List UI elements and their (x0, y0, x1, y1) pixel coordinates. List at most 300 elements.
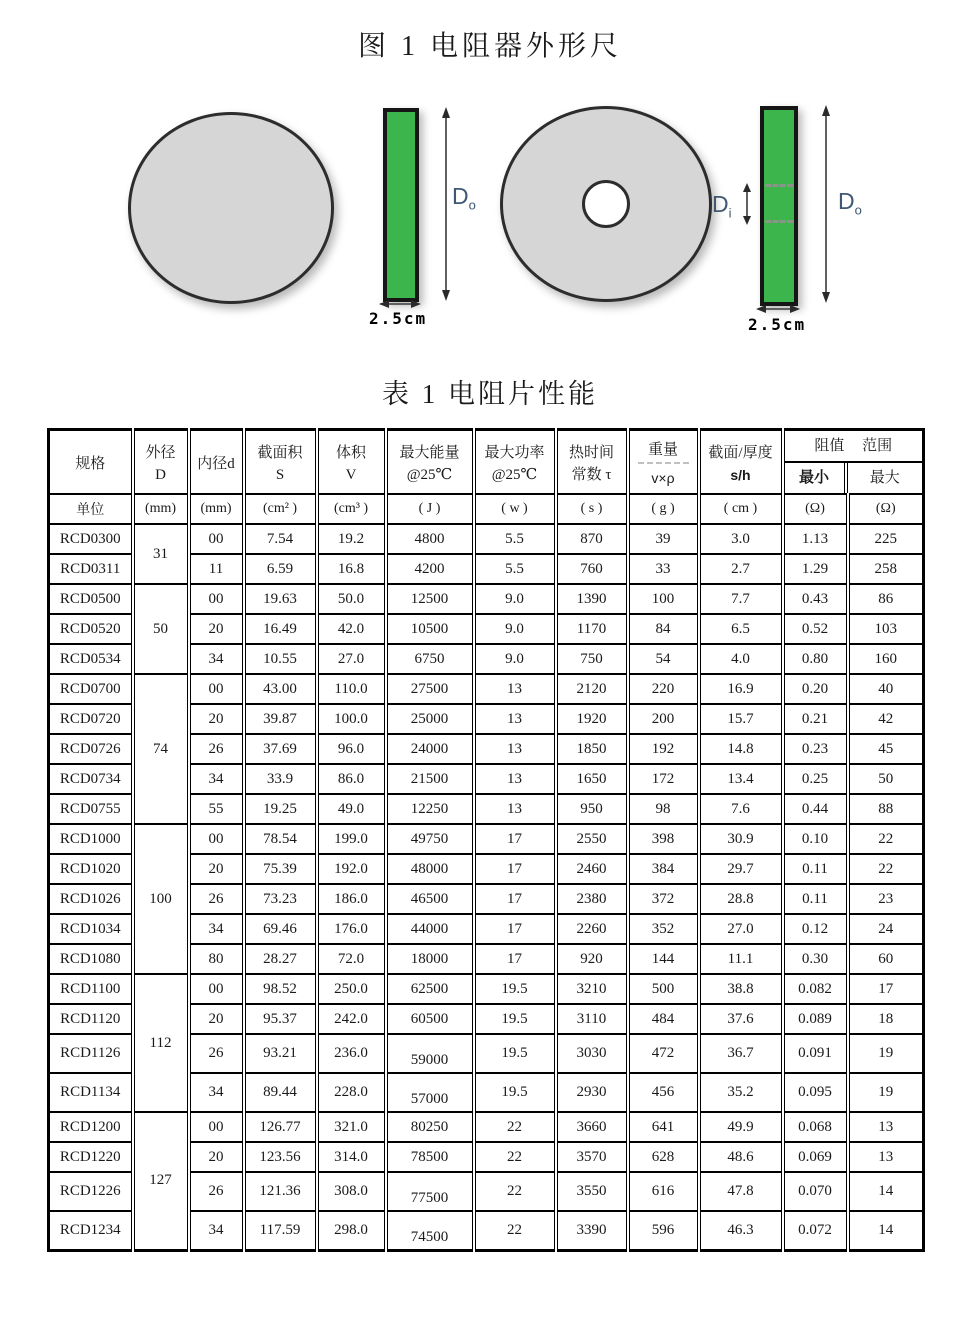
cell-model: RCD1226 (49, 1172, 133, 1211)
center-hole (582, 180, 630, 228)
cell-weight: 352 (628, 914, 699, 944)
cell-volume: 72.0 (317, 944, 386, 974)
cell-model: RCD0500 (49, 584, 133, 614)
col-resistance-min: 最小 (785, 463, 848, 493)
cell-max-power: 19.5 (474, 1073, 556, 1112)
cell-outer-diameter: 74 (133, 674, 189, 824)
cell-thermal-time-constant: 1170 (556, 614, 628, 644)
cell-resistance-max: 88 (848, 794, 924, 824)
cell-model: RCD1220 (49, 1142, 133, 1172)
cell-weight: 84 (628, 614, 699, 644)
divider (638, 462, 689, 464)
cell-section-area: 43.00 (244, 674, 317, 704)
cell-thickness: 47.8 (699, 1172, 783, 1211)
cell-thermal-time-constant: 3550 (556, 1172, 628, 1211)
cell-volume: 298.0 (317, 1211, 386, 1250)
cell-volume: 110.0 (317, 674, 386, 704)
cell-volume: 86.0 (317, 764, 386, 794)
cell-thermal-time-constant: 2930 (556, 1073, 628, 1112)
cell-weight: 98 (628, 794, 699, 824)
cell-thermal-time-constant: 2380 (556, 884, 628, 914)
cell-weight: 384 (628, 854, 699, 884)
cell-max-power: 9.0 (474, 614, 556, 644)
cell-volume: 49.0 (317, 794, 386, 824)
cell-inner-diameter: 34 (189, 1211, 244, 1250)
cell-volume: 27.0 (317, 644, 386, 674)
cell-volume: 321.0 (317, 1112, 386, 1142)
cell-section-area: 69.46 (244, 914, 317, 944)
col-inner-diameter: 内径d (189, 430, 244, 495)
dim-subscript: o (854, 202, 862, 218)
table-row (49, 824, 924, 854)
resistor-side-view-bar (383, 108, 419, 302)
cell-max-energy: 59000 (386, 1034, 474, 1073)
cell-model: RCD1134 (49, 1073, 133, 1112)
cell-thickness: 48.6 (699, 1142, 783, 1172)
cell-max-power: 9.0 (474, 584, 556, 614)
cell-thickness: 36.7 (699, 1034, 783, 1073)
cell-weight: 144 (628, 944, 699, 974)
cell-resistance-max: 40 (848, 674, 924, 704)
cell-thickness: 27.0 (699, 914, 783, 944)
cell-resistance-max: 23 (848, 884, 924, 914)
cell-max-energy: 49750 (386, 824, 474, 854)
cell-max-energy: 24000 (386, 734, 474, 764)
cell-model: RCD1200 (49, 1112, 133, 1142)
cell-resistance-min: 0.072 (783, 1211, 848, 1250)
cell-inner-diameter: 26 (189, 1034, 244, 1073)
cell-weight: 398 (628, 824, 699, 854)
cell-weight: 39 (628, 524, 699, 554)
cell-max-energy: 27500 (386, 674, 474, 704)
cell-max-power: 9.0 (474, 644, 556, 674)
cell-resistance-min: 0.23 (783, 734, 848, 764)
cell-section-area: 89.44 (244, 1073, 317, 1112)
cell-inner-diameter: 34 (189, 644, 244, 674)
resistance-range-label: 阻值 范围 (814, 438, 893, 454)
cell-thickness: 37.6 (699, 1004, 783, 1034)
cell-model: RCD0534 (49, 644, 133, 674)
cell-section-area: 98.52 (244, 974, 317, 1004)
cell-section-area: 117.59 (244, 1211, 317, 1250)
cell-inner-diameter: 20 (189, 614, 244, 644)
cell-volume: 16.8 (317, 554, 386, 584)
cell-max-energy: 4800 (386, 524, 474, 554)
cell-thermal-time-constant: 1850 (556, 734, 628, 764)
col-volume: 体积 V (317, 430, 386, 495)
segment-divider (765, 184, 793, 187)
dim-letter: D (452, 183, 469, 209)
cell-volume: 228.0 (317, 1073, 386, 1112)
cell-inner-diameter: 00 (189, 674, 244, 704)
cell-resistance-min: 0.11 (783, 884, 848, 914)
cell-thermal-time-constant: 3660 (556, 1112, 628, 1142)
table-title: 表 1 电阻片性能 (382, 379, 598, 409)
cell-resistance-max: 50 (848, 764, 924, 794)
cell-volume: 236.0 (317, 1034, 386, 1073)
cell-resistance-max: 160 (848, 644, 924, 674)
cell-section-area: 39.87 (244, 704, 317, 734)
cell-model: RCD0726 (49, 734, 133, 764)
cell-section-area: 75.39 (244, 854, 317, 884)
cell-model: RCD1000 (49, 824, 133, 854)
cell-volume: 186.0 (317, 884, 386, 914)
cell-resistance-max: 22 (848, 824, 924, 854)
cell-weight: 33 (628, 554, 699, 584)
resistor-disc-with-hole-view (500, 106, 712, 302)
unit-cell: (Ω) (848, 494, 924, 524)
col-thickness: 截面/厚度 s/h (699, 430, 783, 495)
cell-max-power: 13 (474, 734, 556, 764)
unit-cell: ( J ) (386, 494, 474, 524)
cell-thermal-time-constant: 3570 (556, 1142, 628, 1172)
cell-thickness: 14.8 (699, 734, 783, 764)
cell-inner-diameter: 26 (189, 1172, 244, 1211)
cell-resistance-min: 0.25 (783, 764, 848, 794)
unit-cell: (Ω) (783, 494, 848, 524)
cell-volume: 308.0 (317, 1172, 386, 1211)
cell-thickness: 7.7 (699, 584, 783, 614)
cell-resistance-min: 0.069 (783, 1142, 848, 1172)
cell-resistance-min: 0.52 (783, 614, 848, 644)
cell-inner-diameter: 00 (189, 524, 244, 554)
cell-resistance-min: 0.068 (783, 1112, 848, 1142)
cell-model: RCD0720 (49, 704, 133, 734)
cell-inner-diameter: 80 (189, 944, 244, 974)
cell-outer-diameter: 50 (133, 584, 189, 674)
cell-outer-diameter: 112 (133, 974, 189, 1112)
resistor-disc-front-view (128, 112, 334, 304)
unit-cell: ( w ) (474, 494, 556, 524)
cell-model: RCD1234 (49, 1211, 133, 1250)
cell-thermal-time-constant: 750 (556, 644, 628, 674)
cell-thermal-time-constant: 2460 (556, 854, 628, 884)
cell-resistance-max: 86 (848, 584, 924, 614)
cell-model: RCD0700 (49, 674, 133, 704)
unit-cell: ( cm ) (699, 494, 783, 524)
cell-section-area: 78.54 (244, 824, 317, 854)
cell-max-energy: 57000 (386, 1073, 474, 1112)
cell-weight: 472 (628, 1034, 699, 1073)
col-thermal-time-constant: 热时间 常数 τ (556, 430, 628, 495)
cell-max-energy: 12500 (386, 584, 474, 614)
cell-resistance-min: 0.070 (783, 1172, 848, 1211)
col-resistance-range (783, 430, 924, 495)
cell-thermal-time-constant: 2260 (556, 914, 628, 944)
cell-max-power: 22 (474, 1211, 556, 1250)
cell-resistance-min: 0.43 (783, 584, 848, 614)
cell-section-area: 93.21 (244, 1034, 317, 1073)
cell-inner-diameter: 26 (189, 734, 244, 764)
cell-section-area: 121.36 (244, 1172, 317, 1211)
cell-resistance-max: 18 (848, 1004, 924, 1034)
unit-cell: (mm) (133, 494, 189, 524)
cell-thermal-time-constant: 3210 (556, 974, 628, 1004)
thickness-value: 2.5cm (748, 315, 807, 334)
cell-inner-diameter: 00 (189, 824, 244, 854)
cell-volume: 42.0 (317, 614, 386, 644)
cell-weight: 372 (628, 884, 699, 914)
cell-max-energy: 12250 (386, 794, 474, 824)
cell-weight: 616 (628, 1172, 699, 1211)
cell-thickness: 30.9 (699, 824, 783, 854)
dim-letter: D (838, 188, 855, 214)
cell-inner-diameter: 34 (189, 764, 244, 794)
cell-max-energy: 74500 (386, 1211, 474, 1250)
table-row (49, 1112, 924, 1142)
cell-weight: 500 (628, 974, 699, 1004)
cell-thermal-time-constant: 3390 (556, 1211, 628, 1250)
cell-model: RCD1026 (49, 884, 133, 914)
cell-resistance-max: 42 (848, 704, 924, 734)
cell-thickness: 16.9 (699, 674, 783, 704)
col-weight: 重量 v×ρ (628, 430, 699, 495)
cell-volume: 314.0 (317, 1142, 386, 1172)
cell-resistance-min: 0.30 (783, 944, 848, 974)
unit-cell: ( g ) (628, 494, 699, 524)
cell-model: RCD1020 (49, 854, 133, 884)
cell-resistance-max: 14 (848, 1211, 924, 1250)
cell-thermal-time-constant: 1920 (556, 704, 628, 734)
cell-thickness: 11.1 (699, 944, 783, 974)
cell-resistance-max: 258 (848, 554, 924, 584)
unit-cell: (cm² ) (244, 494, 317, 524)
cell-resistance-min: 0.082 (783, 974, 848, 1004)
cell-resistance-max: 24 (848, 914, 924, 944)
cell-max-power: 19.5 (474, 1004, 556, 1034)
cell-resistance-min: 1.29 (783, 554, 848, 584)
unit-cell: 单位 (49, 494, 133, 524)
cell-section-area: 6.59 (244, 554, 317, 584)
cell-weight: 192 (628, 734, 699, 764)
cell-volume: 250.0 (317, 974, 386, 1004)
cell-thickness: 49.9 (699, 1112, 783, 1142)
thickness-arrow (756, 303, 800, 315)
cell-resistance-min: 0.10 (783, 824, 848, 854)
cell-max-power: 22 (474, 1172, 556, 1211)
inner-diameter-label (712, 191, 732, 221)
cell-max-energy: 44000 (386, 914, 474, 944)
cell-thermal-time-constant: 3030 (556, 1034, 628, 1073)
figure-title: 图 1 电阻器外形尺 (357, 31, 622, 62)
cell-max-power: 22 (474, 1142, 556, 1172)
cell-inner-diameter: 34 (189, 1073, 244, 1112)
cell-max-power: 17 (474, 824, 556, 854)
segmented-side-view-bar (760, 106, 798, 306)
cell-resistance-max: 225 (848, 524, 924, 554)
cell-max-energy: 6750 (386, 644, 474, 674)
cell-inner-diameter: 20 (189, 1004, 244, 1034)
cell-volume: 192.0 (317, 854, 386, 884)
cell-inner-diameter: 00 (189, 1112, 244, 1142)
cell-resistance-min: 0.44 (783, 794, 848, 824)
cell-max-power: 13 (474, 704, 556, 734)
cell-volume: 50.0 (317, 584, 386, 614)
cell-outer-diameter: 100 (133, 824, 189, 974)
cell-max-power: 17 (474, 914, 556, 944)
cell-inner-diameter: 20 (189, 704, 244, 734)
cell-outer-diameter: 31 (133, 524, 189, 584)
cell-thickness: 6.5 (699, 614, 783, 644)
cell-weight: 456 (628, 1073, 699, 1112)
cell-max-energy: 25000 (386, 704, 474, 734)
col-resistance-max: 最大 (869, 470, 900, 486)
outer-diameter-arrow (818, 105, 834, 303)
cell-section-area: 73.23 (244, 884, 317, 914)
table-row (49, 674, 924, 704)
cell-thermal-time-constant: 920 (556, 944, 628, 974)
cell-thermal-time-constant: 760 (556, 554, 628, 584)
cell-thickness: 35.2 (699, 1073, 783, 1112)
cell-weight: 200 (628, 704, 699, 734)
resistor-performance-table (47, 428, 925, 1252)
cell-weight: 220 (628, 674, 699, 704)
cell-max-power: 13 (474, 764, 556, 794)
cell-model: RCD1120 (49, 1004, 133, 1034)
table-row (49, 584, 924, 614)
cell-max-energy: 21500 (386, 764, 474, 794)
cell-model: RCD0311 (49, 554, 133, 584)
thickness-value: 2.5cm (369, 309, 428, 328)
cell-max-power: 17 (474, 854, 556, 884)
cell-inner-diameter: 20 (189, 854, 244, 884)
cell-model: RCD0734 (49, 764, 133, 794)
cell-section-area: 16.49 (244, 614, 317, 644)
resistance-range-subheader (785, 461, 923, 493)
unit-cell: (mm) (189, 494, 244, 524)
cell-thickness: 46.3 (699, 1211, 783, 1250)
cell-max-power: 17 (474, 884, 556, 914)
col-spec: 规格 (49, 430, 133, 495)
cell-section-area: 126.77 (244, 1112, 317, 1142)
cell-max-power: 17 (474, 944, 556, 974)
cell-volume: 19.2 (317, 524, 386, 554)
cell-max-energy: 46500 (386, 884, 474, 914)
cell-section-area: 37.69 (244, 734, 317, 764)
cell-inner-diameter: 26 (189, 884, 244, 914)
cell-model: RCD0755 (49, 794, 133, 824)
cell-resistance-min: 0.12 (783, 914, 848, 944)
cell-resistance-max: 14 (848, 1172, 924, 1211)
cell-max-power: 5.5 (474, 554, 556, 584)
cell-volume: 176.0 (317, 914, 386, 944)
cell-section-area: 10.55 (244, 644, 317, 674)
cell-resistance-min: 0.089 (783, 1004, 848, 1034)
cell-section-area: 33.9 (244, 764, 317, 794)
cell-resistance-min: 0.091 (783, 1034, 848, 1073)
cell-resistance-max: 13 (848, 1112, 924, 1142)
cell-model: RCD0520 (49, 614, 133, 644)
cell-max-energy: 78500 (386, 1142, 474, 1172)
cell-max-power: 5.5 (474, 524, 556, 554)
table-row (49, 524, 924, 554)
table-body (49, 524, 924, 1250)
cell-resistance-min: 0.21 (783, 704, 848, 734)
cell-max-power: 19.5 (474, 1034, 556, 1073)
cell-resistance-max: 19 (848, 1034, 924, 1073)
header-row (49, 430, 924, 495)
segment-divider (765, 220, 793, 223)
cell-weight: 596 (628, 1211, 699, 1250)
cell-thickness: 2.7 (699, 554, 783, 584)
cell-inner-diameter: 11 (189, 554, 244, 584)
unit-cell: ( s ) (556, 494, 628, 524)
cell-thickness: 4.0 (699, 644, 783, 674)
cell-resistance-min: 1.13 (783, 524, 848, 554)
cell-section-area: 95.37 (244, 1004, 317, 1034)
cell-inner-diameter: 55 (189, 794, 244, 824)
cell-inner-diameter: 34 (189, 914, 244, 944)
cell-thickness: 13.4 (699, 764, 783, 794)
cell-thickness: 7.6 (699, 794, 783, 824)
cell-thickness: 3.0 (699, 524, 783, 554)
cell-thermal-time-constant: 950 (556, 794, 628, 824)
cell-inner-diameter: 00 (189, 974, 244, 1004)
cell-volume: 100.0 (317, 704, 386, 734)
cell-weight: 641 (628, 1112, 699, 1142)
units-row (49, 494, 924, 524)
cell-weight: 100 (628, 584, 699, 614)
table-row (49, 974, 924, 1004)
cell-inner-diameter: 20 (189, 1142, 244, 1172)
unit-cell: (cm³ ) (317, 494, 386, 524)
cell-thermal-time-constant: 1650 (556, 764, 628, 794)
cell-resistance-max: 22 (848, 854, 924, 884)
cell-model: RCD1100 (49, 974, 133, 1004)
cell-section-area: 28.27 (244, 944, 317, 974)
cell-max-energy: 60500 (386, 1004, 474, 1034)
cell-resistance-max: 103 (848, 614, 924, 644)
cell-volume: 242.0 (317, 1004, 386, 1034)
cell-thickness: 28.8 (699, 884, 783, 914)
cell-section-area: 19.25 (244, 794, 317, 824)
cell-max-energy: 10500 (386, 614, 474, 644)
cell-max-energy: 48000 (386, 854, 474, 884)
cell-thermal-time-constant: 1390 (556, 584, 628, 614)
cell-model: RCD0300 (49, 524, 133, 554)
cell-weight: 628 (628, 1142, 699, 1172)
cell-resistance-max: 17 (848, 974, 924, 1004)
cell-resistance-min: 0.80 (783, 644, 848, 674)
inner-diameter-arrow (740, 183, 754, 225)
dim-subscript: i (728, 205, 732, 221)
cell-max-energy: 18000 (386, 944, 474, 974)
cell-max-energy: 62500 (386, 974, 474, 1004)
cell-resistance-max: 13 (848, 1142, 924, 1172)
cell-thermal-time-constant: 3110 (556, 1004, 628, 1034)
cell-model: RCD1126 (49, 1034, 133, 1073)
cell-max-energy: 77500 (386, 1172, 474, 1211)
cell-outer-diameter: 127 (133, 1112, 189, 1250)
cell-section-area: 7.54 (244, 524, 317, 554)
cell-thermal-time-constant: 870 (556, 524, 628, 554)
cell-resistance-max: 60 (848, 944, 924, 974)
cell-inner-diameter: 00 (189, 584, 244, 614)
outer-diameter-label (838, 188, 862, 218)
cell-model: RCD1034 (49, 914, 133, 944)
cell-thickness: 15.7 (699, 704, 783, 734)
cell-weight: 172 (628, 764, 699, 794)
cell-section-area: 19.63 (244, 584, 317, 614)
cell-resistance-max: 45 (848, 734, 924, 764)
cell-resistance-min: 0.095 (783, 1073, 848, 1112)
cell-thickness: 29.7 (699, 854, 783, 884)
dim-letter: D (712, 191, 729, 217)
cell-volume: 96.0 (317, 734, 386, 764)
cell-thermal-time-constant: 2550 (556, 824, 628, 854)
cell-max-power: 19.5 (474, 974, 556, 1004)
cell-max-energy: 4200 (386, 554, 474, 584)
